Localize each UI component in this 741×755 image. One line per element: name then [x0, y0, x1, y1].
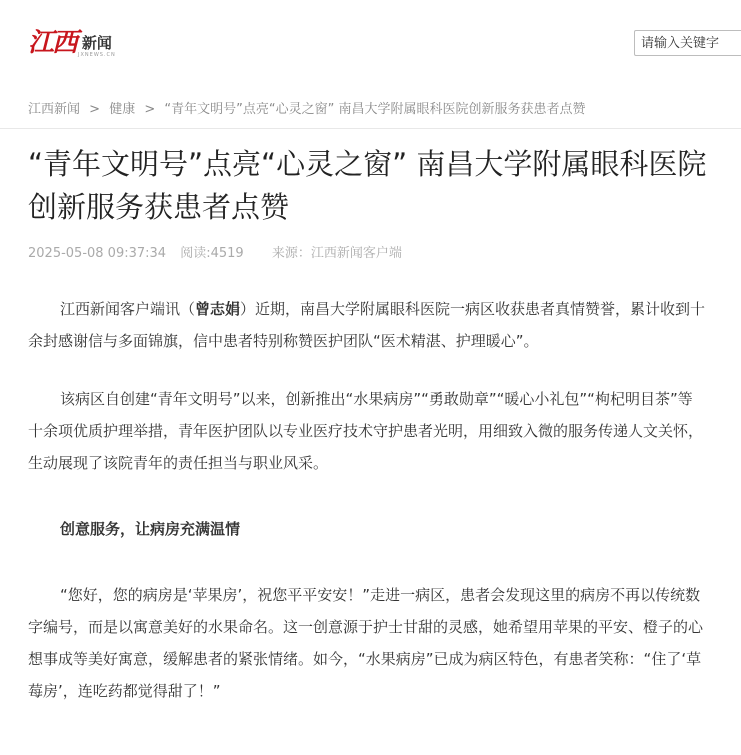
- breadcrumb-separator: >: [89, 102, 101, 117]
- intro-prefix: 江西新闻客户端讯（: [60, 300, 196, 318]
- logo-mark: 江西: [28, 28, 77, 58]
- logo-text-group: [78, 34, 116, 58]
- breadcrumb-item-health[interactable]: 健康: [109, 102, 136, 117]
- breadcrumb-separator: >: [144, 102, 156, 117]
- read-count: 阅读:4519: [180, 246, 244, 261]
- paragraph-intro: [28, 293, 706, 357]
- breadcrumb: [28, 98, 585, 117]
- header-divider: [0, 128, 741, 129]
- breadcrumb-item-home[interactable]: 江西新闻: [28, 102, 81, 117]
- article-body: [28, 293, 706, 707]
- paragraph-3: “您好，您的病房是‘苹果房’，祝您平平安安！”走进一病区，患者会发现这里的病房不再以传统数字编号，而是以寓意美好的水果命名。这一创意源于护士甘甜的灵感，她希望用苹果的平安、橙子的心想事成等美好寓意，缓解患者的紧张情绪。如今，“水果病房”已成为病区特色，有患者笑称：“住了‘草莓房’，连吃药都觉得甜了！”: [28, 586, 704, 700]
- article-title: “青年文明号”点亮“心灵之窗” 南昌大学附属眼科医院创新服务获患者点赞: [28, 147, 707, 224]
- article-meta: [28, 242, 412, 261]
- intro-text: ）近期，南昌大学附属眼科医院一病区收获患者真情赞誉，累计收到十余封感谢信与多面锦旗，信中患者特别称赞医护团队“医术精湛、护理暖心”。: [28, 300, 706, 350]
- site-logo[interactable]: [28, 28, 116, 58]
- publish-date: 2025-05-08 09:37:34: [28, 246, 167, 261]
- breadcrumb-item-current: “青年文明号”点亮“心灵之窗” 南昌大学附属眼科医院创新服务获患者点赞: [164, 102, 586, 117]
- search-input[interactable]: [635, 31, 741, 55]
- author-name: 曾志娟: [195, 300, 241, 318]
- search-box: [634, 30, 741, 56]
- section-heading: 创意服务，让病房充满温情: [60, 520, 241, 538]
- logo-subtext: JXNEWS.CN: [78, 52, 116, 58]
- site-header: [0, 0, 741, 88]
- article-source: 来源：江西新闻客户端: [271, 246, 402, 261]
- paragraph-2: 该病区自创建“青年文明号”以来，创新推出“水果病房”“勇敢勋章”“暖心小礼包”“枸杞明目茶”等十余项优质护理举措，青年医护团队以专业医疗技术守护患者光明，用细致入微的服务传递人文关怀，生动展现了该院青年的责任担当与职业风采。: [28, 390, 704, 472]
- logo-text: 新闻: [81, 34, 112, 52]
